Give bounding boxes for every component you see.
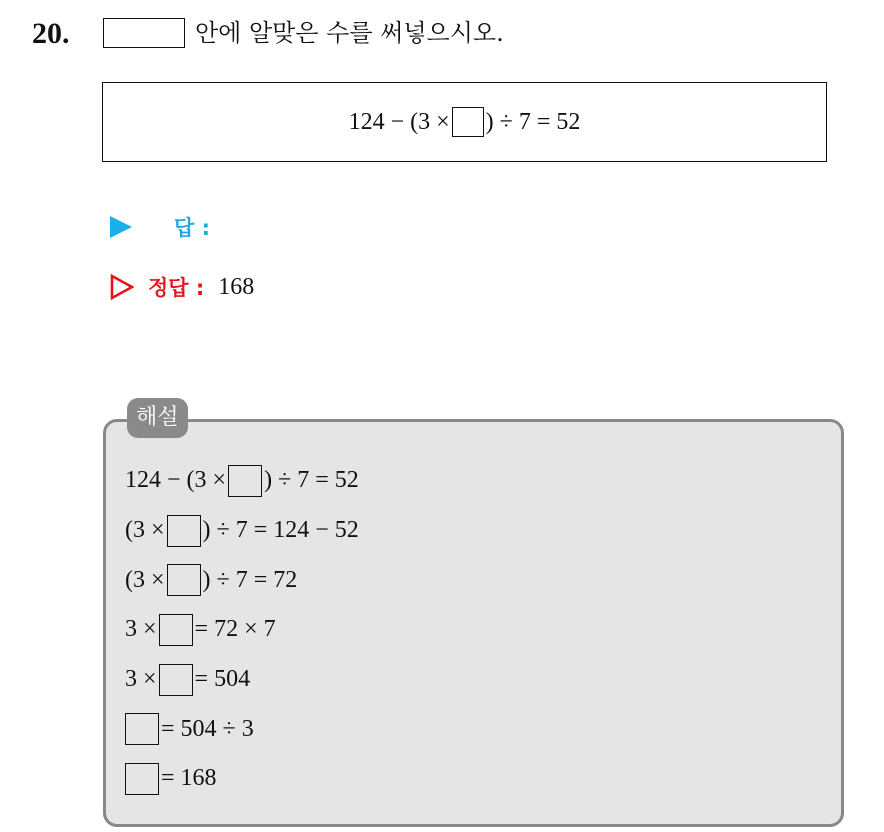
correct-answer-row [110,272,254,302]
step-blank [167,515,201,547]
step-blank [125,713,159,745]
step-before: 124 − (3 × [125,467,227,494]
question-line [103,15,504,51]
filled-triangle-icon [110,216,132,238]
step-after: ) ÷ 7 = 124 − 52 [202,517,359,544]
step-blank [159,614,193,646]
step-before: (3 × [125,566,165,593]
step-blank [228,465,262,497]
step-before: 3 × [125,666,157,693]
step-blank [159,664,193,696]
question-number: 20. [32,17,70,50]
solution-step [125,506,359,556]
solution-step [125,655,359,705]
correct-answer-value: 168 [218,273,255,300]
problem-equation [349,107,581,137]
step-after: = 168 [161,765,217,792]
step-before: (3 × [125,517,165,544]
step-after: = 504 ÷ 3 [161,715,254,742]
step-blank [125,763,159,795]
solution-steps [125,456,359,804]
equation-right: ) ÷ 7 = 52 [485,108,581,135]
solution-step [125,754,359,804]
step-after: = 504 [194,666,251,693]
step-before: 3 × [125,616,157,643]
equation-blank [452,107,484,137]
question-instruction: 안에 알맞은 수를 써넣으시오. [195,19,504,47]
solution-step [125,456,359,506]
step-blank [167,564,201,596]
solution-step [125,605,359,655]
solution-step [125,704,359,754]
step-after: = 72 × 7 [194,616,276,643]
answer-blank-box-icon [103,18,185,48]
step-after: ) ÷ 7 = 52 [264,467,359,494]
outline-triangle-icon [110,274,134,300]
step-after: ) ÷ 7 = 72 [202,566,298,593]
answer-row [110,212,210,242]
solution-tag: 해설 [127,398,188,438]
problem-box [102,82,827,162]
equation-left: 124 − (3 × [348,108,450,135]
correct-answer-label: 정답 : [148,276,205,300]
solution-step [125,555,359,605]
answer-label: 답 : [174,216,210,240]
